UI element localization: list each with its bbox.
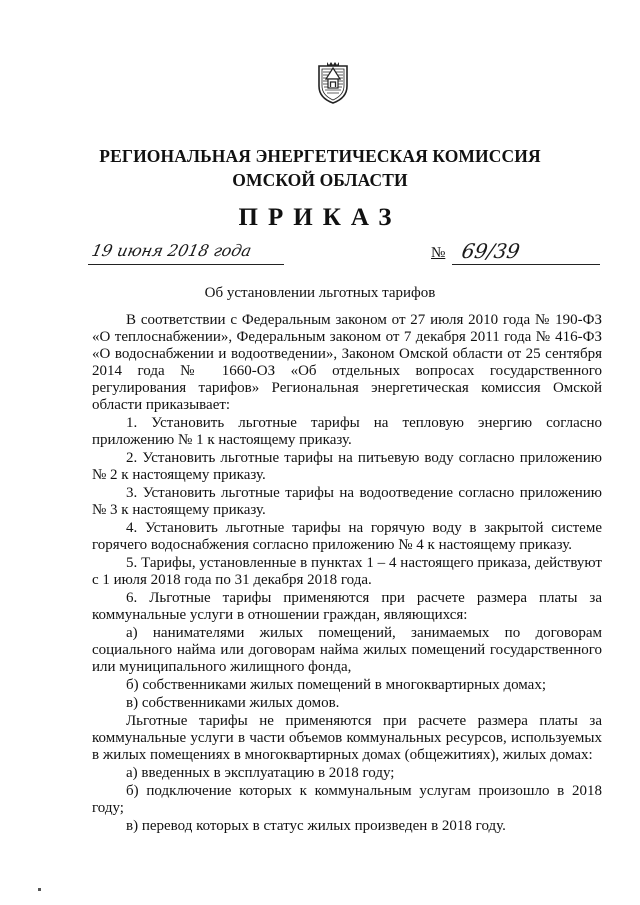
exclusion-item-c: в) перевод которых в статус жилых произведен в 2018 году. <box>126 818 506 834</box>
exclusion-paragraph: Льготные тарифы не применяются при расчете размера платы за коммунальные услуги в части объемов коммунальных ресурсов, используемых в жилых помещениях в многоквартирных домах (общежитиях), жилых домах: <box>92 713 602 763</box>
clause-5: 5. Тарифы, установленные в пунктах 1 – 4 настоящего приказа, действуют с 1 июля 2018 года по 31 декабря 2018 года. <box>92 555 602 588</box>
clause-6-item-c: в) собственниками жилых домов. <box>126 695 340 711</box>
clause-4: 4. Установить льготные тарифы на горячую воду в закрытой системе горячего водоснабжения согласно приложению № 4 к настоящему приказу. <box>92 520 602 553</box>
organization-name-line1: РЕГИОНАЛЬНАЯ ЭНЕРГЕТИЧЕСКАЯ КОМИССИЯ <box>99 146 541 166</box>
clause-6-item-b: б) собственниками жилых помещений в многоквартирных домах; <box>126 677 546 693</box>
organization-name-line2: ОМСКОЙ ОБЛАСТИ <box>232 170 408 190</box>
number-underline <box>452 264 600 265</box>
order-subject: Об установлении льготных тарифов <box>204 285 436 301</box>
clause-2: 2. Установить льготные тарифы на питьевую воду согласно приложению № 2 к настоящему приказу. <box>92 450 602 483</box>
clause-6: 6. Льготные тарифы применяются при расчете размера платы за коммунальные услуги в отношении граждан, являющихся: <box>92 590 602 623</box>
date-underline <box>88 264 284 265</box>
omsk-coat-of-arms-icon <box>316 60 350 104</box>
document-type-title: ПРИКАЗ <box>238 204 402 231</box>
clause-3: 3. Установить льготные тарифы на водоотведение согласно приложению № 3 к настоящему приказу. <box>92 485 602 518</box>
clause-1: 1. Установить льготные тарифы на тепловую энергию согласно приложению № 1 к настоящему приказу. <box>92 415 602 448</box>
exclusion-item-b: б) подключение которых к коммунальным услугам произошло в 2018 году; <box>92 783 602 816</box>
number-sign: № <box>431 245 446 261</box>
scan-speck <box>38 888 41 891</box>
order-body <box>92 312 602 836</box>
handwritten-date: 19 июня 2018 года <box>89 241 254 260</box>
preamble-paragraph: В соответствии с Федеральным законом от 27 июля 2010 года № 190-ФЗ «О теплоснабжении», Федеральным законом от 7 декабря 2011 года № 416-ФЗ «О водоснабжении и водоотведении», Законом Омской области от 25 сентября 2014 года № 1660-ОЗ «Об отдельных вопросах государственного регулирования тарифов» Региональная энергетическая комиссия Омской области приказывает: <box>92 312 602 413</box>
clause-6-item-a: а) нанимателями жилых помещений, занимаемых по договорам социального найма или договорам найма жилых помещений государственного или муниципального жилищного фонда, <box>92 625 602 675</box>
handwritten-order-number: 69/39 <box>459 239 522 263</box>
exclusion-item-a: а) введенных в эксплуатацию в 2018 году; <box>126 765 395 781</box>
